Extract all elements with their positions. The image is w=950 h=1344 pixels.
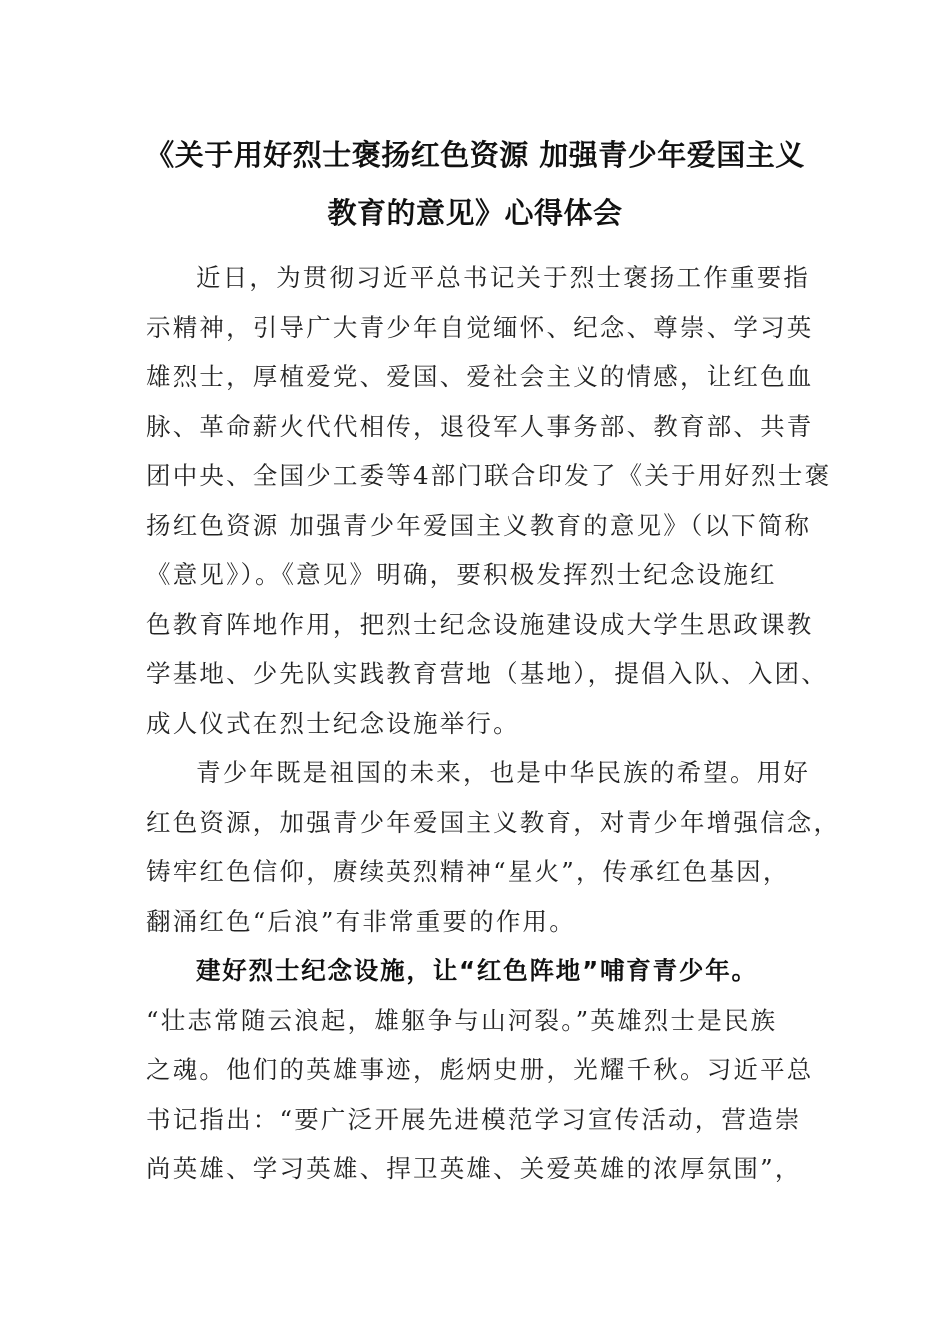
text-line: “壮志常随云浪起，雄躯争与山河裂。”英雄烈士是民族: [146, 1005, 778, 1035]
text-line: 翻涌红色“后浪”有非常重要的作用。: [146, 906, 576, 936]
text-line: 红色资源，加强青少年爱国主义教育，对青少年增强信念，: [146, 807, 841, 837]
text-line: 雄烈士，厚植爱党、爱国、爱社会主义的情感，让红色血: [146, 362, 814, 391]
text-line: 成人仪式在烈士纪念设施举行。: [146, 708, 520, 738]
text-line: 示精神，引导广大青少年自觉缅怀、纪念、尊崇、学习英: [146, 312, 814, 342]
paragraph-1: [146, 253, 832, 748]
document-title: [130, 126, 820, 242]
text-line: 青少年既是祖国的未来，也是中华民族的希望。用好: [196, 758, 811, 787]
document-body: [146, 253, 841, 1194]
text-line: 之魂。他们的英雄事迹，彪炳史册，光耀千秋。习近平总: [146, 1055, 814, 1084]
text-line: 色教育阵地作用，把烈士纪念设施建设成大学生思政课教: [146, 609, 814, 639]
text-line: 扬红色资源 加强青少年爱国主义教育的意见》（以下简称: [146, 510, 812, 540]
text-line: 团中央、全国少工委等4部门联合印发了《关于用好烈士褒: [146, 461, 832, 490]
text-line: 脉、革命薪火代代相传，退役军人事务部、教育部、共青: [146, 411, 814, 441]
text-line: 尚英雄、学习英雄、捍卫英雄、关爱英雄的浓厚氛围”，: [146, 1154, 802, 1183]
text-line: 学基地、少先队实践教育营地（基地），提倡入队、入团、: [146, 659, 828, 688]
title-line-2: 教育的意见》心得体会: [327, 196, 623, 230]
section-heading: 建好烈士纪念设施，让“红色阵地”哺育青少年。: [196, 956, 758, 985]
paragraph-2: [146, 748, 841, 946]
text-line: 铸牢红色信仰，赓续英烈精神“星火”，传承红色基因，: [146, 857, 790, 886]
title-line-1: 《关于用好烈士褒扬红色资源 加强青少年爱国主义: [145, 138, 805, 172]
text-line: 书记指出：“要广泛开展先进模范学习宣传活动，营造崇: [146, 1104, 802, 1134]
text-line: 近日，为贯彻习近平总书记关于烈士褒扬工作重要指: [196, 263, 811, 292]
paragraph-3: [146, 946, 814, 1194]
text-line: 《意见》）。《意见》明确，要积极发挥烈士纪念设施红: [146, 560, 777, 589]
